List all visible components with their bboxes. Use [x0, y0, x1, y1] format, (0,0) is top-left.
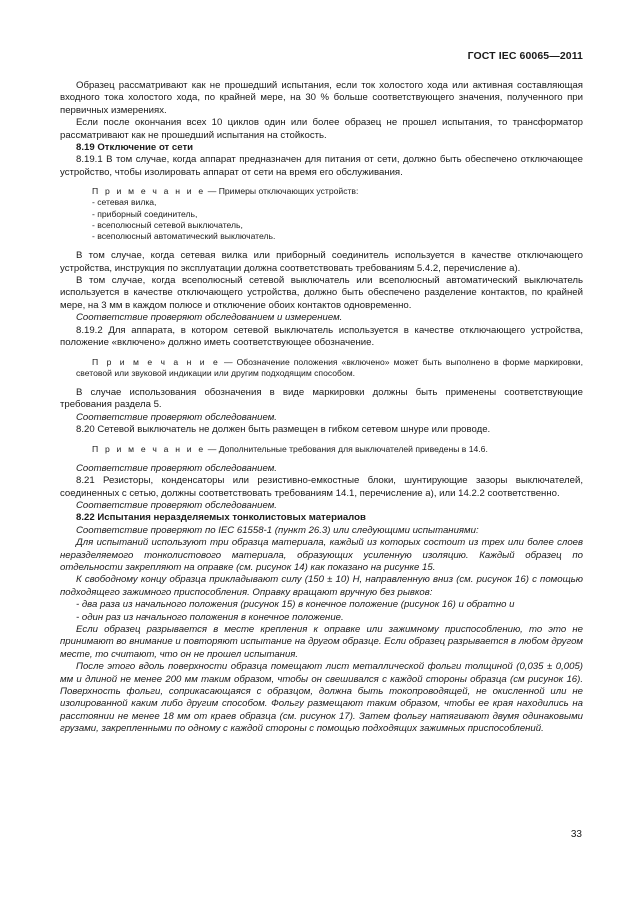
- paragraph: В случае использования обозначения в виде маркировки должны быть применены соответствующие требования раздела 5.: [60, 386, 583, 411]
- section-heading-8-19: 8.19 Отключение от сети: [76, 142, 194, 154]
- document-body: [60, 80, 583, 736]
- paragraph: Для испытаний используют три образца материала, каждый из которых состоит из трех или более слоев неразделяемого тонколистового материала, образующих усиленную изоляцию. Каждый образец по отдельности закрепляют на оправке (см. рисунок 14) как показано на рисунке 15.: [60, 537, 583, 573]
- compliance-statement: Соответствие проверяют по IEC 61558-1 (пункт 26.3) или следующими испытаниями:: [76, 524, 479, 536]
- paragraph: 8.21 Резисторы, конденсаторы или резистивно-емкостные блоки, шунтирующие зазоры выключателей, соединенных с сетью, должны соответствовать требованиям 14.1, перечисление а), или 14.2.2 соответственно.: [60, 475, 583, 499]
- paragraph: Образец рассматривают как не прошедший испытания, если ток холостого хода или активная составляющая входного тока холостого хода, по крайней мере, на 30 % больше соответствующего значения, полученного при первичных измерениях.: [60, 80, 583, 116]
- note-label: П р и м е ч а н и е: [92, 186, 206, 197]
- paragraph: В том случае, когда сетевая вилка или приборный соединитель используется в качестве отключающего устройства, инструкция по эксплуатации должна соответствовать требованиям 5.4.2, перечисление а).: [60, 250, 583, 274]
- note-text: — Обозначение положения «включено» может быть выполнено в форме маркировки, световой или звуковой индикации или другим подходящим способом.: [76, 356, 583, 378]
- document-code-header: ГОСТ IEC 60065—2011: [467, 50, 583, 62]
- paragraph: 8.19.1 В том случае, когда аппарат предназначен для питания от сети, должно быть обеспечено отключающее устройство, чтобы изолировать аппарат от сети на время его обслуживания.: [60, 154, 583, 178]
- paragraph: После этого вдоль поверхности образца помещают лист металлической фольги толщиной (0,035 ± 0,005) мм и длиной не менее 200 мм таким образом, чтобы он свешивался с каждой стороны образца (см рисунок 16). Поверхность фольги, соприкасающаяся с образцом, должна быть токопроводящей, не окисленной или не изолированной каким либо другим способом. Фольгу размещают таким образом, чтобы ее края находились на расстоянии не менее 18 мм от краев образца (см. рисунок 17). Затем фольгу натягивают двумя одинаковыми грузами, закрепленными по одному с каждой стороны с помощью подходящих зажимных приспособлений.: [60, 661, 583, 735]
- note-list-item: - приборный соединитель,: [92, 208, 198, 219]
- note-line: [60, 186, 583, 197]
- compliance-statement: Соответствие проверяют обследованием и измерением.: [76, 312, 343, 324]
- compliance-statement: Соответствие проверяют обследованием.: [76, 411, 277, 423]
- compliance-statement: Соответствие проверяют обследованием.: [76, 499, 277, 511]
- paragraph: Если после окончания всех 10 циклов один или более образец не прошел испытания, то трансформатор рассматривают как не прошедший испытания на стойкость.: [60, 117, 583, 141]
- paragraph: К свободному концу образца прикладывают силу (150 ± 10) Н, направленную вниз (см. рисунок 16) с помощью подходящего зажимного приспособления. Оправку вращают вручную без рывков:: [60, 574, 583, 598]
- compliance-statement: Соответствие проверяют обследованием.: [76, 462, 277, 474]
- note-list-item: - всеполюсный автоматический выключатель.: [92, 231, 276, 242]
- list-item: - один раз из начального положения в конечное положение.: [76, 611, 344, 623]
- page-number: 33: [570, 829, 582, 840]
- note-block: [60, 444, 583, 455]
- section-heading-8-22: 8.22 Испытания неразделяемых тонколистовых материалов: [76, 512, 366, 524]
- note-block: [60, 357, 583, 379]
- paragraph: В том случае, когда всеполюсный сетевой выключатель или всеполюсный автоматический выключатель используется в качестве отключающего устройства, должно быть обеспечено разделение контактов, по крайней мере, на 3 мм в каждом полюсе и отключение обоих контактов одновременно.: [60, 275, 583, 311]
- note-text: — Дополнительные требования для выключателей приведены в 14.6.: [205, 443, 488, 454]
- note-label: П р и м е ч а н и е: [92, 356, 220, 367]
- paragraph: Если образец разрывается в месте крепления к оправке или зажимному приспособлению, то это не принимают во внимание и повторяют испытание на другом образце. Если образец разрывается в любом другом месте, то считают, что он не прошел испытания.: [60, 624, 583, 660]
- paragraph: 8.19.2 Для аппарата, в котором сетевой выключатель используется в качестве отключающего устройства, положение «включено» должно иметь соответствующее обозначение.: [60, 324, 583, 349]
- note-list-item: - всеполюсный сетевой выключатель,: [92, 219, 243, 230]
- note-text: — Примеры отключающих устройств:: [205, 186, 359, 197]
- list-item: - два раза из начального положения (рисунок 15) в конечное положение (рисунок 16) и обратно и: [76, 599, 515, 611]
- paragraph: 8.20 Сетевой выключатель не должен быть размещен в гибком сетевом шнуре или проводе.: [76, 424, 491, 436]
- note-label: П р и м е ч а н и е: [92, 443, 206, 454]
- note-line: [60, 357, 583, 379]
- note-line: [60, 444, 583, 455]
- note-list-item: - сетевая вилка,: [92, 197, 157, 208]
- note-block: [60, 186, 583, 242]
